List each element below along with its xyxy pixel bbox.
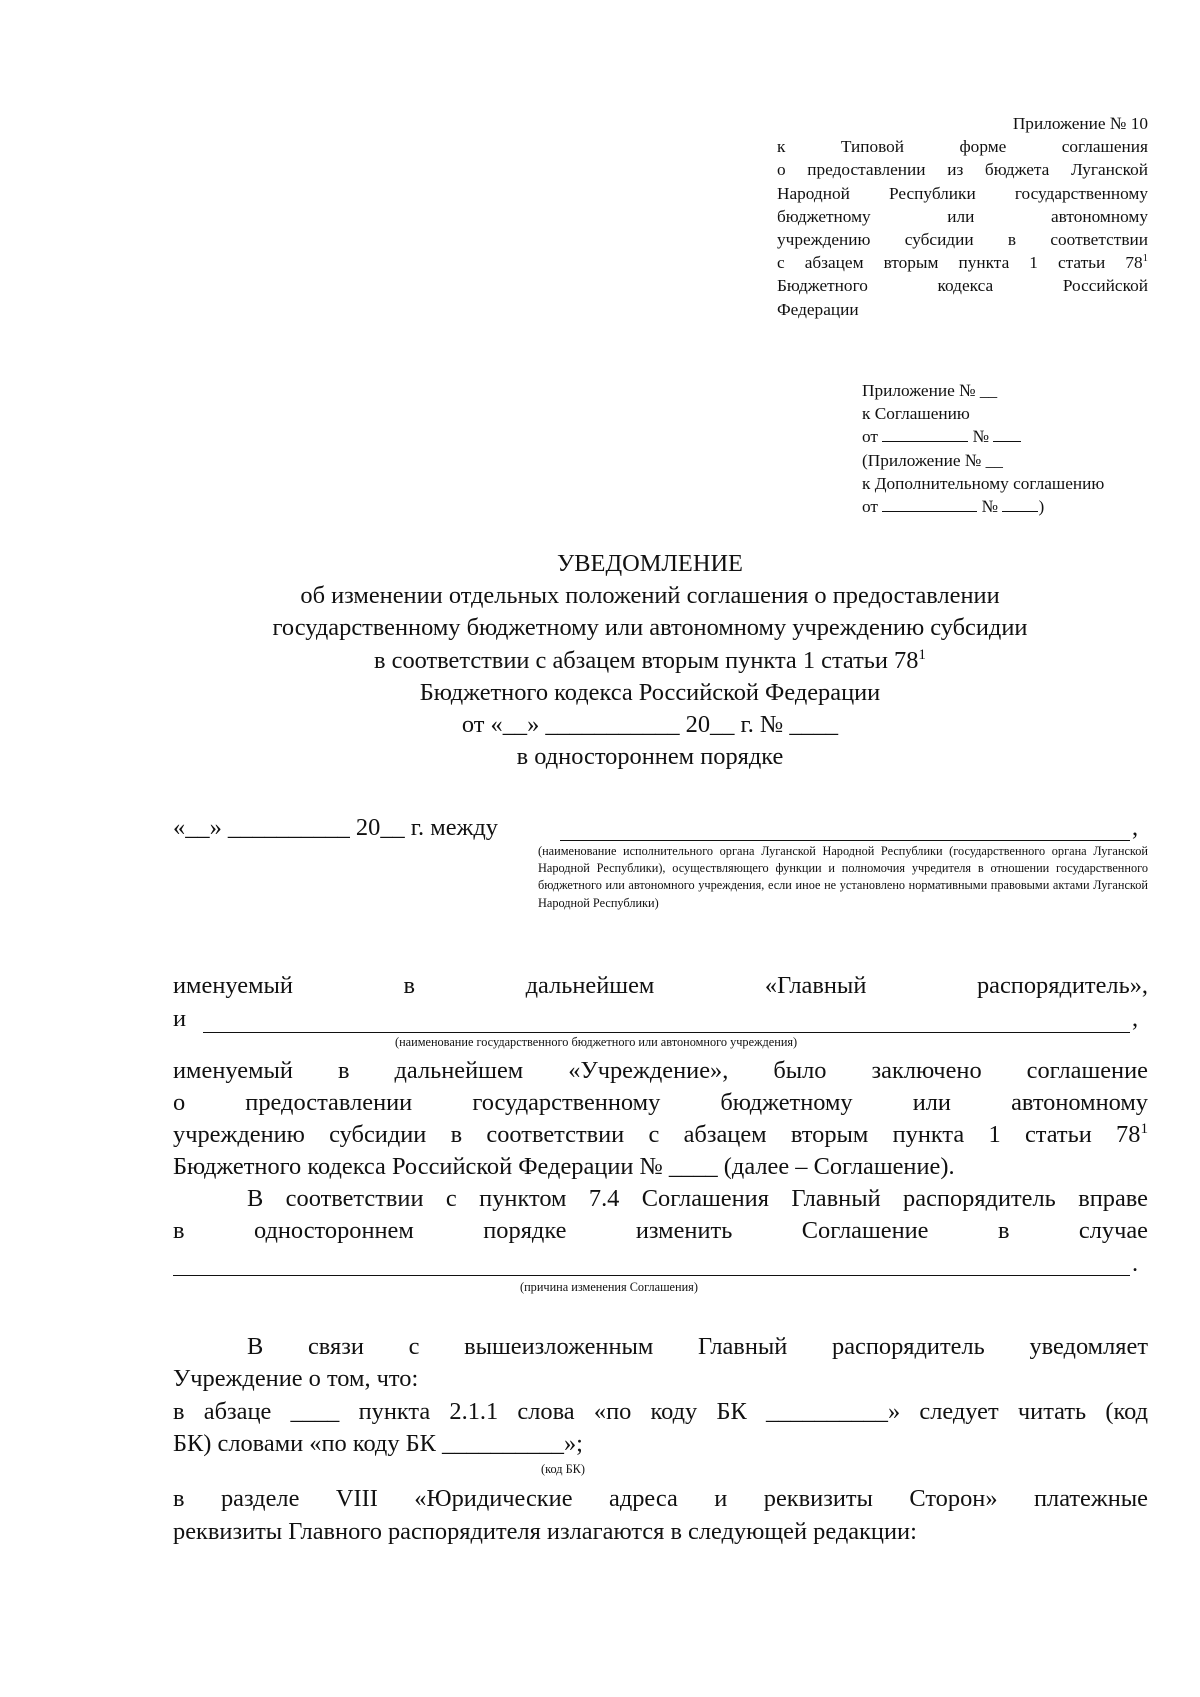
appendix-line: о предоставлении из бюджета Луганской <box>777 160 1148 180</box>
parties-date: «__» __________ 20__ г. между <box>173 814 498 841</box>
paragraph-line: Бюджетного кодекса Российской Федерации № ____ (далее – Соглашение). <box>173 1153 955 1180</box>
paragraph-line: в одностороннем порядке изменить Соглашение в случае <box>173 1217 1148 1244</box>
paragraph-line: именуемый в дальнейшем «Учреждение», было заключено соглашение <box>173 1057 1148 1084</box>
date-blank <box>882 495 977 512</box>
notice-heading: УВЕДОМЛЕНИЕ <box>557 550 743 577</box>
from-label: от <box>862 497 878 517</box>
paragraph-line: БК) словами «по коду БК __________»; <box>173 1430 583 1457</box>
appendix-line: Народной Республики государственному <box>777 183 1148 203</box>
notice-date-line: от «__» ___________ 20__ г. № ____ <box>461 711 839 739</box>
named-main-line: именуемый в дальнейшем «Главный распорядитель», <box>173 972 1148 999</box>
paragraph-line: Учреждение о том, что: <box>173 1365 419 1392</box>
appendix-line: бюджетному или автономному <box>777 206 1148 226</box>
paragraph-line: о предоставлении государственному бюджетному или автономному <box>173 1089 1148 1116</box>
annex-supplementary-agreement: к Дополнительному соглашению <box>862 473 1105 493</box>
notice-order-line: в одностороннем порядке <box>516 743 784 771</box>
reason-hint: (причина изменения Соглашения) <box>520 1280 698 1294</box>
date-blank <box>882 425 968 442</box>
superscript: 1 <box>1142 252 1148 265</box>
closing-paren: ) <box>1038 497 1045 517</box>
paragraph-line-with-sup <box>173 1119 1148 1151</box>
institution-name-hint: (наименование государственного бюджетного или автономного учреждения) <box>395 1035 798 1049</box>
annex-date-line <box>862 425 1162 448</box>
paragraph-line: реквизиты Главного распорядителя излагаются в следующей редакции: <box>173 1518 917 1545</box>
number-blank <box>993 425 1021 442</box>
annex-agreement: к Соглашению <box>862 404 970 424</box>
paragraph-line: в абзаце ____ пункта 2.1.1 слова «по коду БК __________» следует читать (код <box>173 1398 1148 1425</box>
paragraph-line: в разделе VIII «Юридические адреса и реквизиты Сторон» платежные <box>173 1485 1148 1512</box>
number-blank <box>1002 495 1038 512</box>
institution-name-blank <box>203 1032 1130 1033</box>
comma: , <box>1132 814 1139 841</box>
title-line: об изменении отдельных положений соглашения о предоставлении <box>300 582 1000 610</box>
title-line: государственному бюджетному или автономному учреждению субсидии <box>272 614 1028 642</box>
executive-name-blank <box>560 840 1130 841</box>
executive-name-hint: (наименование исполнительного органа Луганской Народной Республики (государственного органа Луганской Народной Республики), осуществляющего функции и полномочия учредителя в отношении государственного бюджетного или автономного учреждения, если иное не установлено нормативными правовыми актами Луганской Народной Республики) <box>538 844 1148 910</box>
paragraph-line: В связи с вышеизложенным Главный распорядитель уведомляет <box>247 1333 1148 1360</box>
appendix-line: к Типовой форме соглашения <box>777 137 1148 157</box>
appendix-line: Бюджетного кодекса Российской <box>777 276 1148 296</box>
annex-supplementary-date-line <box>862 495 1162 518</box>
period: . <box>1132 1250 1139 1277</box>
number-label: № <box>972 427 990 447</box>
annex-supplementary-number: (Приложение № __ <box>862 450 1003 470</box>
notice-title <box>170 548 1130 773</box>
appendix-line: Федерации <box>777 299 859 319</box>
bk-code-hint: (код БК) <box>541 1462 585 1476</box>
paragraph-line: учреждению субсидии в соответствии с абзацем вторым пункта 1 статьи 78 <box>173 1121 1141 1148</box>
appendix-line: с абзацем вторым пункта 1 статьи 78 <box>777 253 1143 273</box>
annex-number: Приложение № __ <box>862 381 998 400</box>
reason-blank <box>173 1275 1130 1276</box>
superscript: 1 <box>1140 1120 1148 1137</box>
comma: , <box>1132 1005 1139 1032</box>
appendix-header <box>777 112 1148 321</box>
title-line: Бюджетного кодекса Российской Федерации <box>419 678 881 706</box>
appendix-line: учреждению субсидии в соответствии <box>777 230 1148 250</box>
and-label: и <box>173 1005 187 1032</box>
paragraph-line: В соответствии с пунктом 7.4 Соглашения Главный распорядитель вправе <box>247 1185 1148 1212</box>
appendix-line-with-sup <box>777 251 1148 274</box>
superscript: 1 <box>918 646 926 663</box>
number-label: № <box>981 497 999 517</box>
title-line-with-sup <box>170 645 1130 677</box>
title-line: в соответствии с абзацем вторым пункта 1 статьи 78 <box>374 646 919 674</box>
from-label: от <box>862 427 878 447</box>
annex-block <box>862 379 1162 518</box>
appendix-number: Приложение № 10 <box>1012 114 1148 133</box>
